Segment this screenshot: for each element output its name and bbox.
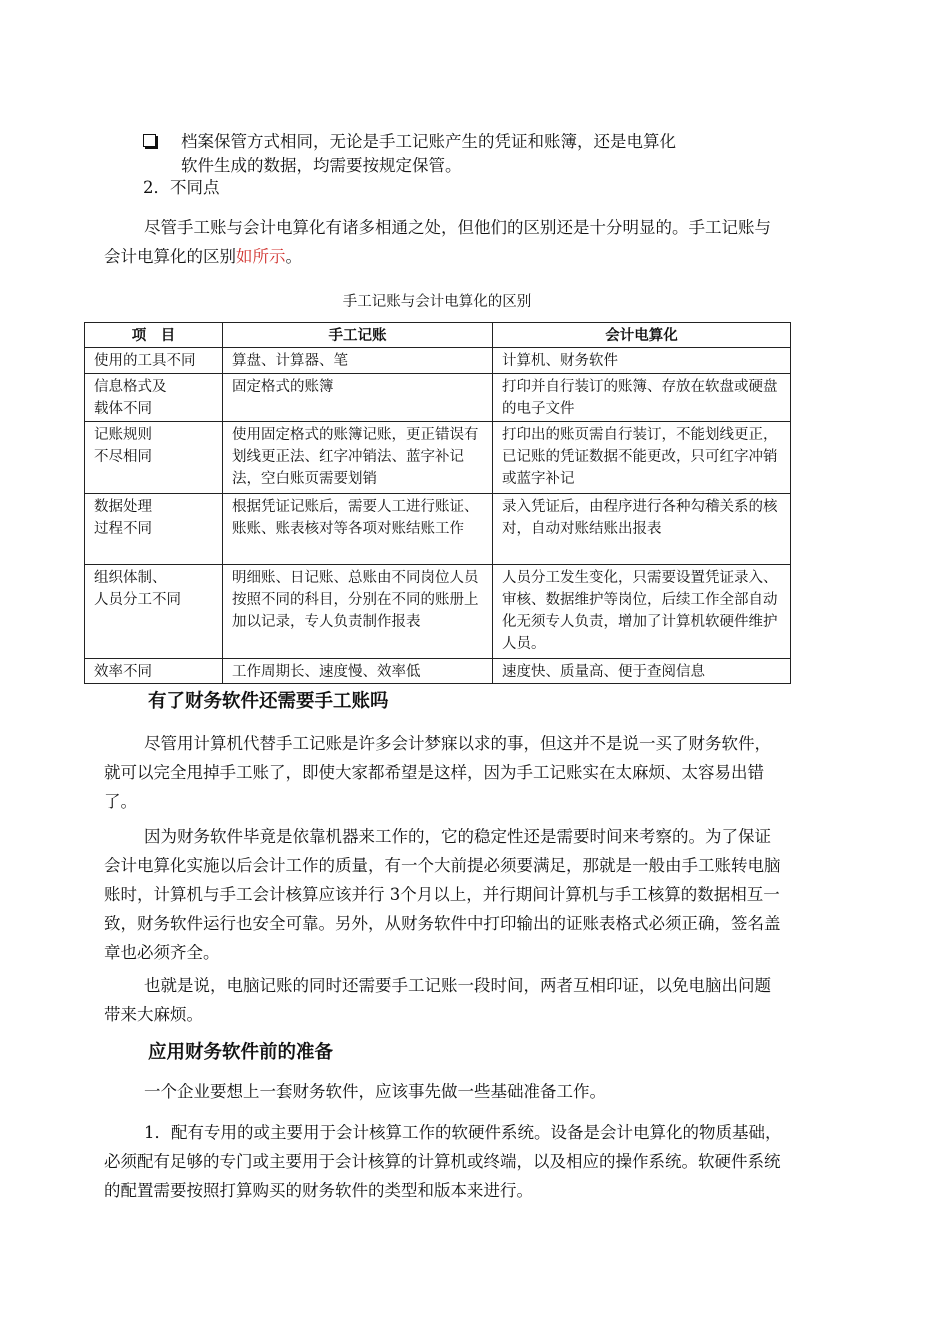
header-computerized: 会计电算化 [493, 323, 791, 348]
table-cell: 使用的工具不同 [85, 348, 223, 374]
table-cell: 计算机、财务软件 [493, 348, 791, 374]
table-cell: 明细账、日记账、总账由不同岗位人员按照不同的科目，分别在不同的账册上加以记录，专人负责制作报表 [223, 565, 493, 659]
table-row [85, 422, 791, 494]
table-row [85, 374, 791, 422]
table-cell: 打印并自行装订的账簿、存放在软盘或硬盘的电子文件 [493, 374, 791, 422]
section-heading-manual-needed: 有了财务软件还需要手工账吗 [148, 691, 389, 712]
table-cell: 记账规则 不尽相同 [85, 422, 223, 494]
table-cell: 工作周期长、速度慢、效率低 [223, 659, 493, 684]
header-manual: 手工记账 [223, 323, 493, 348]
bullet-line-1: 档案保管方式相同，无论是手工记账产生的凭证和账簿，还是电算化 [181, 132, 676, 151]
intro-paragraph [104, 213, 784, 271]
table-row [85, 348, 791, 374]
table-cell: 根据凭证记账后，需要人工进行账证、账账、账表核对等各项对账结账工作 [223, 494, 493, 565]
header-item: 项 目 [85, 323, 223, 348]
paragraph: 也就是说，电脑记账的同时还需要手工记账一段时间，两者互相印证，以免电脑出问题带来大麻烦。 [104, 976, 771, 1024]
table-cell: 数据处理 过程不同 [85, 494, 223, 565]
table-cell: 使用固定格式的账簿记账，更正错误有划线更正法、红字冲销法、蓝字补记法，空白账页需要划销 [223, 422, 493, 494]
table-cell: 效率不同 [85, 659, 223, 684]
table-cell: 速度快、质量高、便于查阅信息 [493, 659, 791, 684]
table-header-row [85, 323, 791, 348]
table-cell: 固定格式的账簿 [223, 374, 493, 422]
intro-reference-link[interactable]: 如所示 [236, 247, 286, 266]
bullet-line-2: 软件生成的数据，均需要按规定保管。 [181, 156, 462, 175]
table-cell: 录入凭证后，由程序进行各种勾稽关系的核对，自动对账结账出报表 [493, 494, 791, 565]
table-row [85, 659, 791, 684]
table-cell: 算盘、计算器、笔 [223, 348, 493, 374]
table-cell: 信息格式及 载体不同 [85, 374, 223, 422]
table-row [85, 494, 791, 565]
bullet-text [181, 130, 781, 178]
checkbox-bullet-icon [143, 134, 156, 147]
table-cell: 组织体制、 人员分工不同 [85, 565, 223, 659]
paragraph: 1．配有专用的或主要用于会计核算工作的软硬件系统。设备是会计电算化的物质基础，必须配有足够的专门或主要用于会计核算的计算机或终端，以及相应的操作系统。软硬件系统的配置需要按照打算购买的财务软件的类型和版本来进行。 [104, 1123, 782, 1200]
table-cell: 人员分工发生变化，只需要设置凭证录入、审核、数据维护等岗位，后续工作全部自动化无须专人负责，增加了计算机软硬件维护人员。 [493, 565, 791, 659]
comparison-table [84, 322, 791, 684]
paragraph: 因为财务软件毕竟是依靠机器来工作的，它的稳定性还是需要时间来考察的。为了保证会计电算化实施以后会计工作的质量，有一个大前提必须要满足，那就是一般由手工账转电脑账时，计算机与手工会计核算应该并行 3个月以上，并行期间计算机与手工核算的数据相互一致，财务软件运行也安全可靠。另外，从财务软件中打印输出的证账表格式必须正确，签名盖章也必须齐全。 [104, 827, 781, 962]
intro-text: 尽管手工账与会计电算化有诸多相通之处，但他们的区别还是十分明显的。手工记账与会计电算化的区别 [104, 218, 771, 266]
table-cell: 打印出的账页需自行装订，不能划线更正，已记账的凭证数据不能更改，只可红字冲销或蓝字补记 [493, 422, 791, 494]
paragraph: 尽管用计算机代替手工记账是许多会计梦寐以求的事，但这并不是说一买了财务软件，就可以完全甩掉手工账了，即使大家都希望是这样，因为手工记账实在太麻烦、太容易出错了。 [104, 734, 771, 811]
table-title: 手工记账与会计电算化的区别 [342, 294, 532, 310]
section-heading-preparation: 应用财务软件前的准备 [148, 1042, 334, 1063]
intro-tail: 。 [285, 247, 302, 266]
section-2-heading: 2．不同点 [143, 178, 220, 197]
paragraph: 一个企业要想上一套财务软件，应该事先做一些基础准备工作。 [144, 1082, 606, 1101]
table-row [85, 565, 791, 659]
